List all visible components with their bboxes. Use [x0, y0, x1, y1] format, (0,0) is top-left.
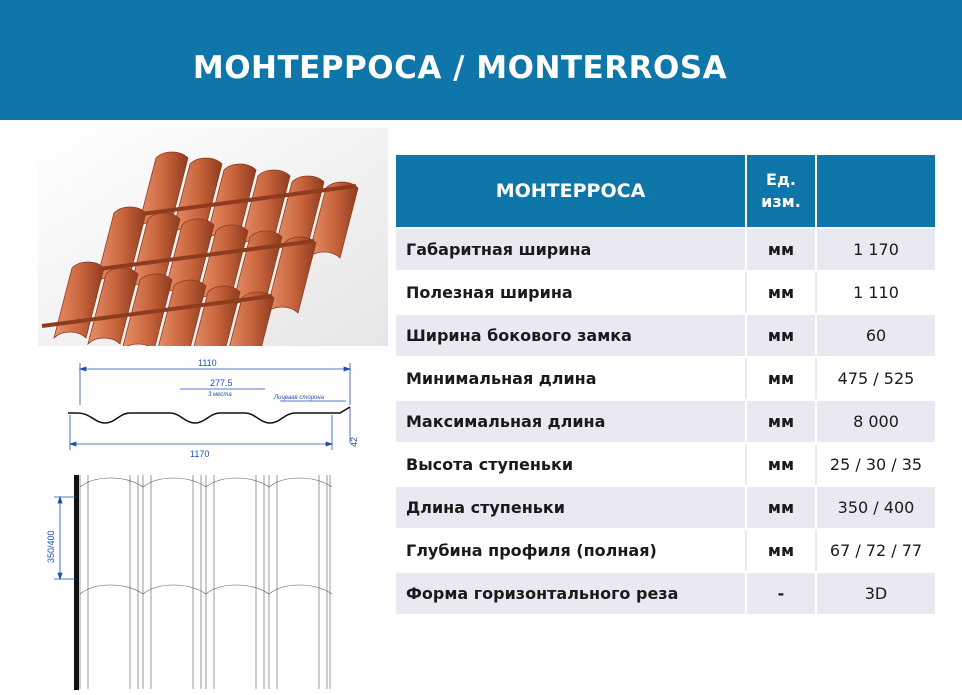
dim-step-note: 3 места: [208, 392, 232, 398]
col-header-value: [817, 155, 935, 227]
plan-arc: [206, 478, 269, 487]
table-row: [396, 401, 935, 442]
spec-table: [396, 153, 935, 616]
param-name: Полезная ширина: [396, 272, 747, 313]
table-row: [396, 487, 935, 528]
param-unit: мм: [747, 487, 817, 528]
param-value: 67 / 72 / 77: [817, 530, 935, 571]
param-name: Длина ступеньки: [396, 487, 747, 528]
param-name: Высота ступеньки: [396, 444, 747, 485]
plan-arc: [143, 585, 206, 594]
col-header-unit-line1: Ед.: [766, 170, 796, 189]
dim-useful-width: 1110: [198, 358, 217, 368]
profile-cross-section: [50, 355, 380, 465]
param-value: 1 170: [817, 229, 935, 270]
param-unit: мм: [747, 272, 817, 313]
dim-total-width: 1170: [190, 449, 210, 459]
param-unit: мм: [747, 358, 817, 399]
table-row: [396, 272, 935, 313]
header-bar: [0, 0, 962, 120]
param-name: Минимальная длина: [396, 358, 747, 399]
plan-arc: [143, 478, 206, 487]
table-row: [396, 229, 935, 270]
param-name: Максимальная длина: [396, 401, 747, 442]
param-name: Ширина бокового замка: [396, 315, 747, 356]
table-header-row: [396, 155, 935, 227]
table-row: [396, 315, 935, 356]
dim-step: 277.5: [210, 378, 233, 388]
plan-arc: [80, 478, 143, 487]
param-unit: мм: [747, 444, 817, 485]
table-row: [396, 530, 935, 571]
param-value: 8 000: [817, 401, 935, 442]
dim-height: 42: [349, 436, 359, 447]
param-value: 475 / 525: [817, 358, 935, 399]
param-name: Глубина профиля (полная): [396, 530, 747, 571]
param-value: 350 / 400: [817, 487, 935, 528]
param-value: 60: [817, 315, 935, 356]
table-row: [396, 444, 935, 485]
face-side-label: Лицевая сторона: [274, 395, 325, 401]
param-value: 3D: [817, 573, 935, 614]
col-header-unit: [747, 155, 817, 227]
plan-view-drawing: [40, 467, 350, 695]
plan-arc: [269, 478, 332, 487]
param-value: 1 110: [817, 272, 935, 313]
param-value: 25 / 30 / 35: [817, 444, 935, 485]
col-header-unit-line2: изм.: [761, 192, 801, 211]
param-unit: -: [747, 573, 817, 614]
param-unit: мм: [747, 530, 817, 571]
roof-tile-image: [38, 128, 388, 346]
plan-arc: [80, 585, 143, 594]
param-unit: мм: [747, 401, 817, 442]
param-unit: мм: [747, 229, 817, 270]
col-header-name: МОНТЕРРОСА: [396, 155, 747, 227]
param-unit: мм: [747, 315, 817, 356]
plan-arc: [206, 585, 269, 594]
page-title: МОНТЕРРОСА / MONTERROSA: [192, 50, 728, 86]
table-row: [396, 358, 935, 399]
table-row: [396, 573, 935, 614]
dim-step-length: 350/400: [46, 530, 56, 563]
plan-arc: [269, 585, 332, 594]
param-name: Габаритная ширина: [396, 229, 747, 270]
param-name: Форма горизонтального реза: [396, 573, 747, 614]
